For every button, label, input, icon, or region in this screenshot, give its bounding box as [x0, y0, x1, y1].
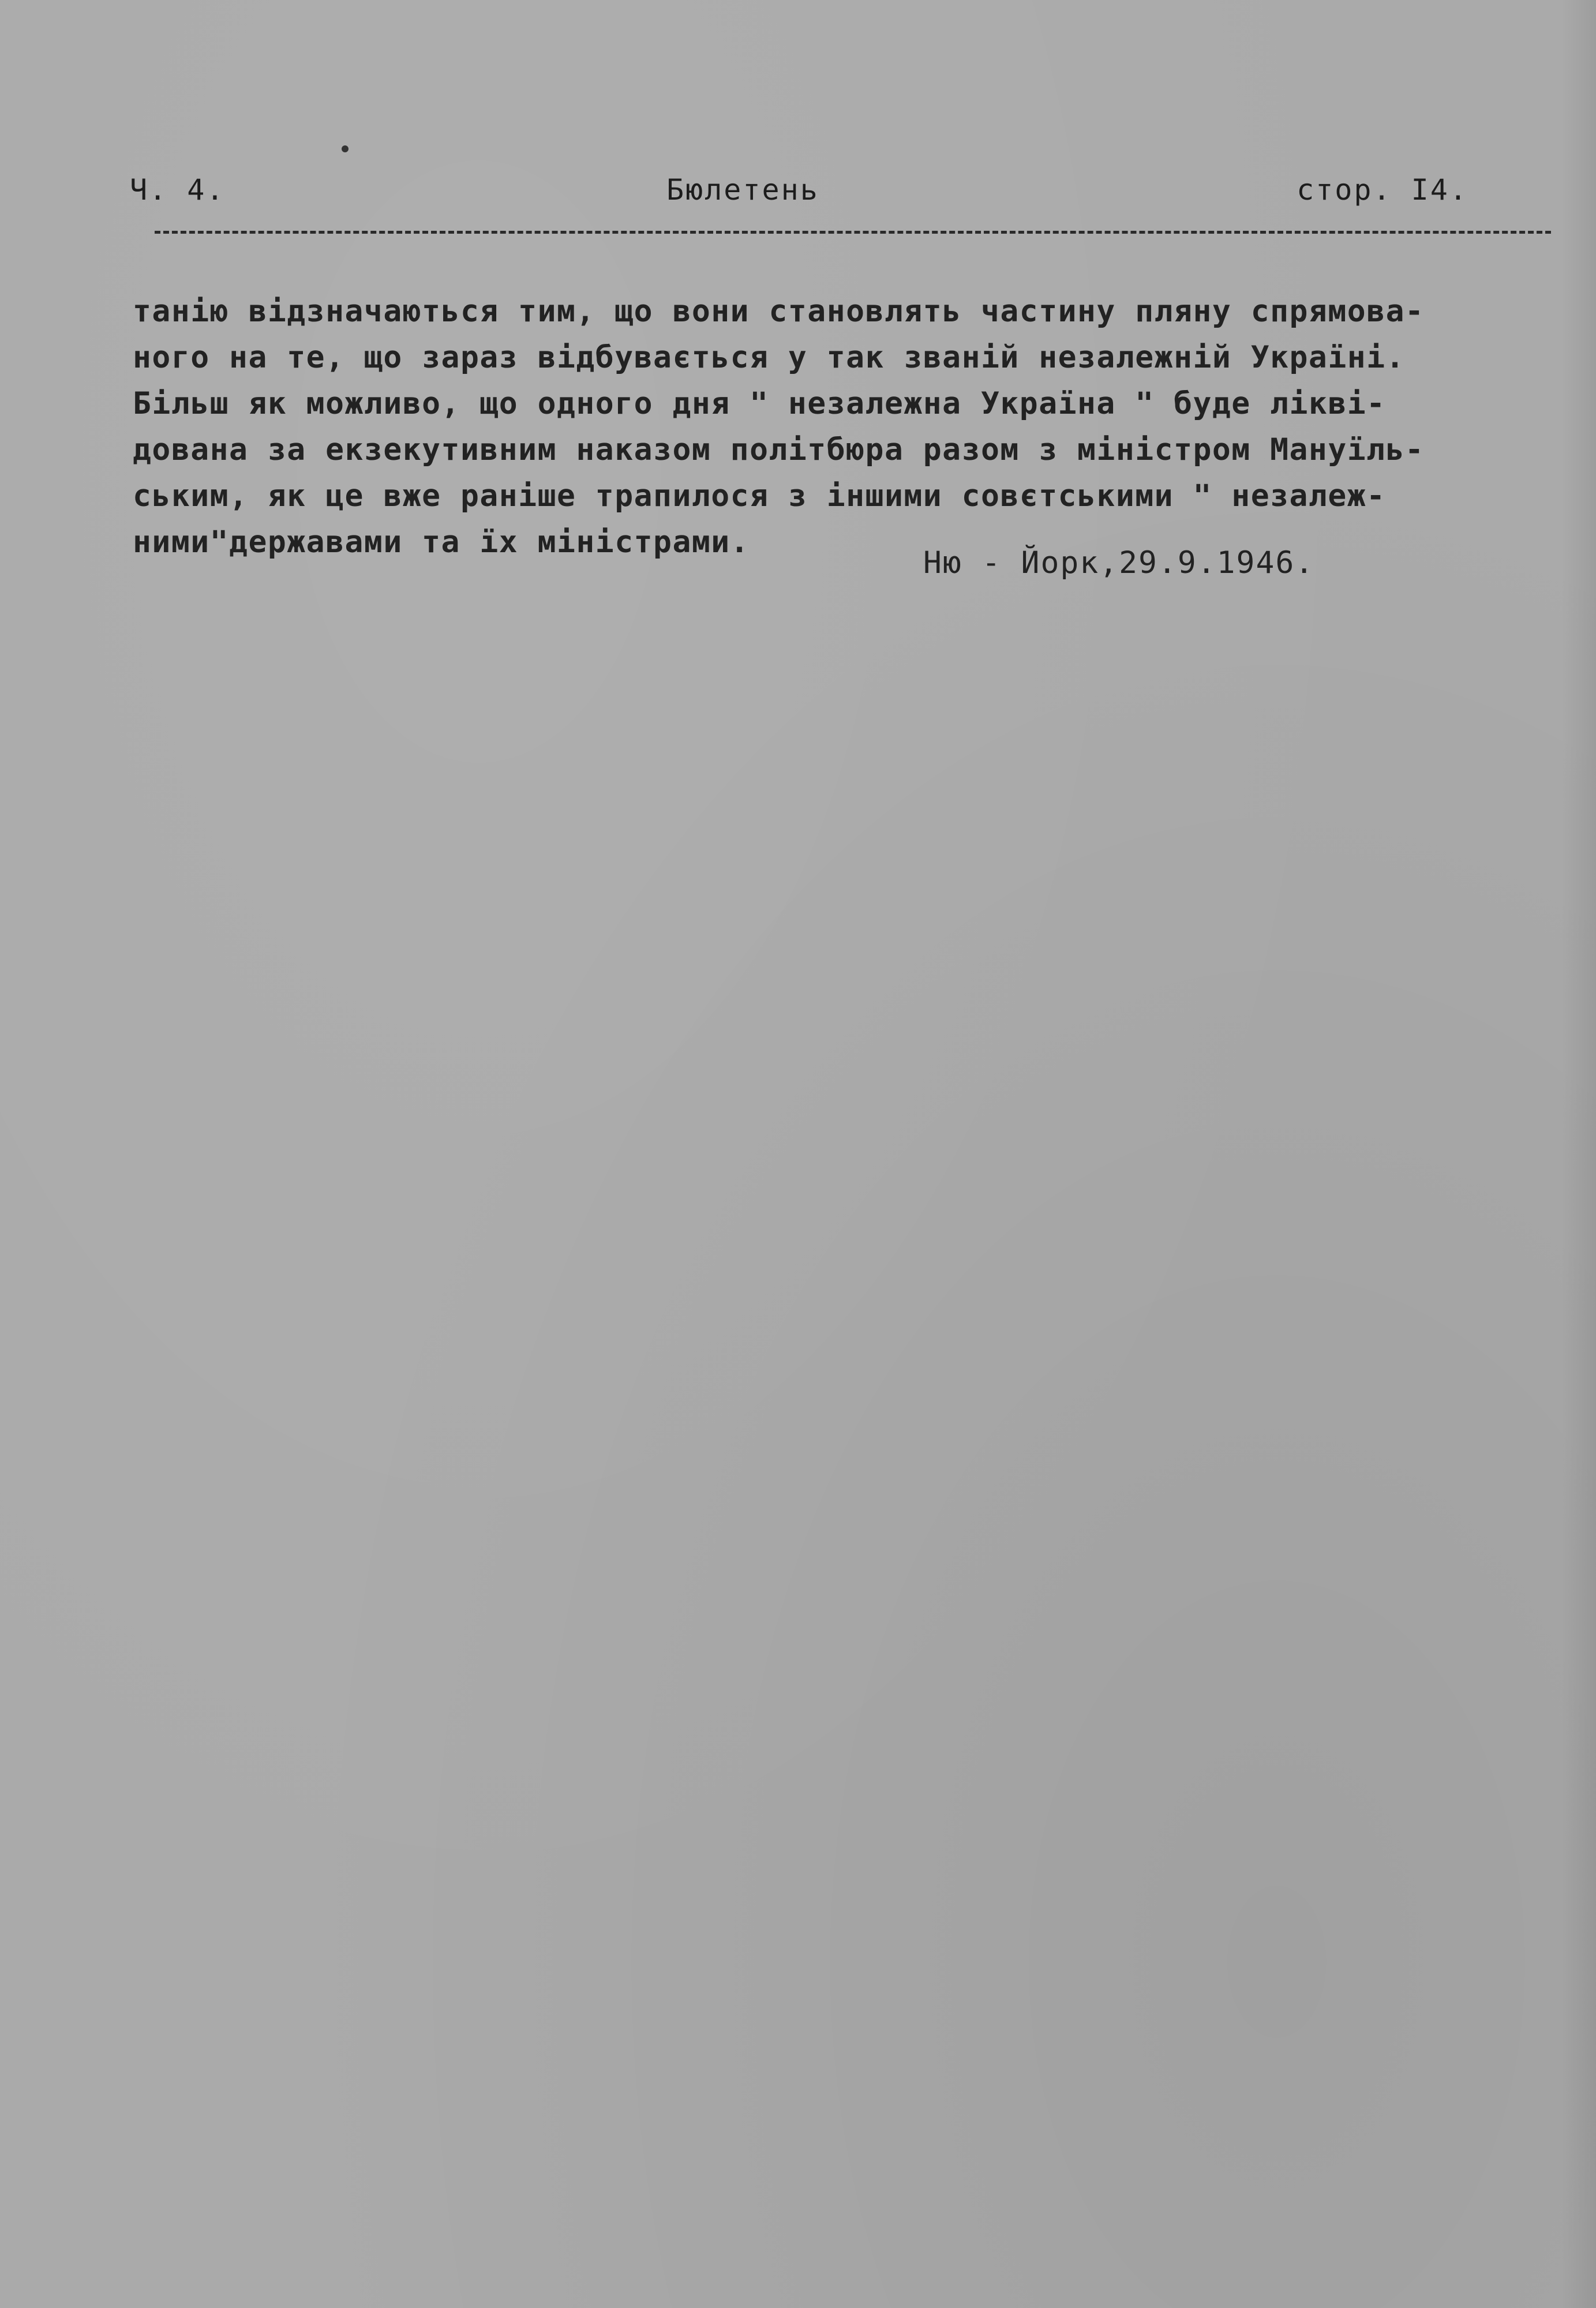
issue-number: Ч. 4. — [130, 173, 226, 207]
ink-speck — [342, 145, 349, 152]
body-paragraph — [133, 288, 1471, 565]
body-line: ським, як це вже раніше трапилося з іншими совєтськими " незалеж- — [133, 478, 1386, 514]
body-line: Більш як можливо, що одного дня " незалежна Україна " буде ліквi- — [133, 386, 1386, 421]
body-line: ними"державами та їх міністрами. — [133, 524, 750, 560]
bulletin-title: Бюлетень — [666, 173, 819, 207]
page-edge-shadow — [1561, 0, 1596, 2308]
place-date-signature: Ню - Йорк,29.9.1946. — [923, 545, 1315, 580]
page-number: стор. І4. — [1297, 173, 1468, 207]
body-line: ного на те, що зараз відбувається у так званій незалежній Україні. — [133, 340, 1405, 375]
body-line: танію відзначаються тим, що вони становлять частину пляну спрямова- — [133, 294, 1425, 329]
page-header — [130, 173, 1468, 219]
body-line: дована за екзекутивним наказом політбюра разом з міністром Мануїль- — [133, 432, 1425, 467]
header-divider — [155, 231, 1551, 234]
